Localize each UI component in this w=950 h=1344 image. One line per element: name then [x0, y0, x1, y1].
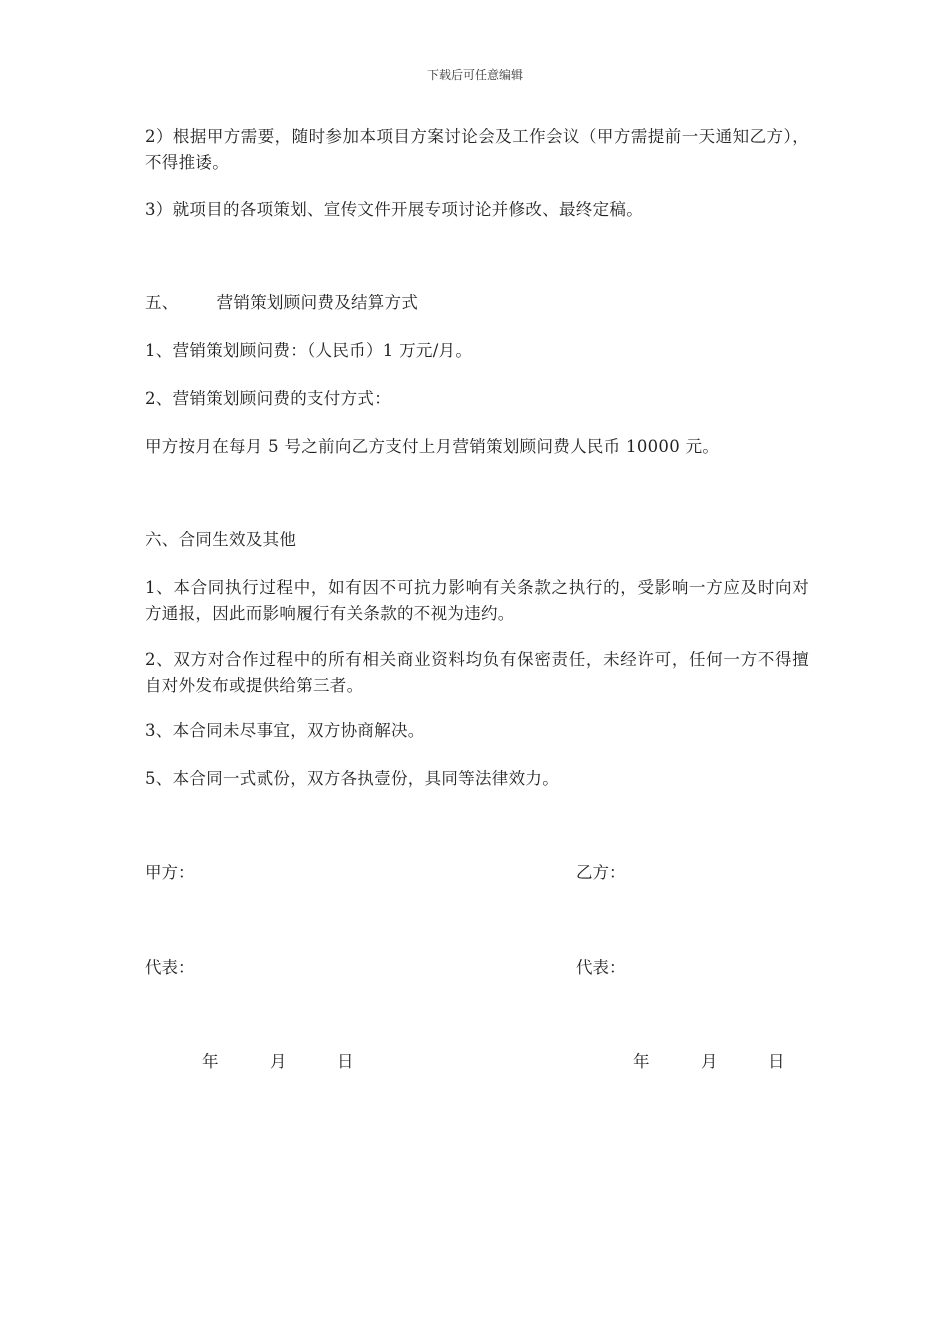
fee-item-2-detail: 甲方按月在每月 5 号之前向乙方支付上月营销策划顾问费人民币 10000 元。	[145, 437, 720, 456]
fee-item-2: 2、营销策划顾问费的支付方式：	[145, 389, 391, 408]
other-item-1: 1、本合同执行过程中，如有因不可抗力影响有关条款之执行的，受影响一方应及时向对方通报，因此而影响履行有关条款的不视为违约。	[145, 578, 809, 623]
party-a-label: 甲方：	[145, 863, 195, 882]
section-fee-heading	[145, 290, 809, 316]
rep-a-label: 代表：	[145, 958, 195, 977]
section-other-heading: 六、合同生效及其他	[145, 530, 297, 549]
fee-item-1: 1、营销策划顾问费：（人民币）1 万元/月。	[145, 341, 473, 360]
section-fee-number: 五、	[145, 293, 179, 312]
service-item-2: 2）根据甲方需要，随时参加本项目方案讨论会及工作会议（甲方需提前一天通知乙方），不得推诿。	[145, 127, 809, 172]
service-item-3: 3）就项目的各项策划、宣传文件开展专项讨论并修改、最终定稿。	[145, 200, 643, 219]
party-b-label: 乙方：	[576, 863, 626, 882]
other-item-2: 2、双方对合作过程中的所有相关商业资料均负有保密责任，未经许可，任何一方不得擅自对外发布或提供给第三者。	[145, 650, 809, 695]
date-a-day: 日	[337, 1052, 354, 1071]
section-fee-title: 营销策划顾问费及结算方式	[216, 293, 419, 312]
other-item-5: 5、本合同一式贰份，双方各执壹份，具同等法律效力。	[145, 769, 559, 788]
other-item-3: 3、本合同未尽事宜，双方协商解决。	[145, 721, 425, 740]
date-b-day: 日	[768, 1052, 785, 1071]
date-a-month: 月	[270, 1052, 287, 1071]
header-note: 下载后可任意编辑	[426, 68, 523, 82]
date-b-month: 月	[701, 1052, 718, 1071]
date-b-year: 年	[633, 1052, 650, 1071]
date-a-year: 年	[202, 1052, 219, 1071]
rep-b-label: 代表：	[576, 958, 626, 977]
